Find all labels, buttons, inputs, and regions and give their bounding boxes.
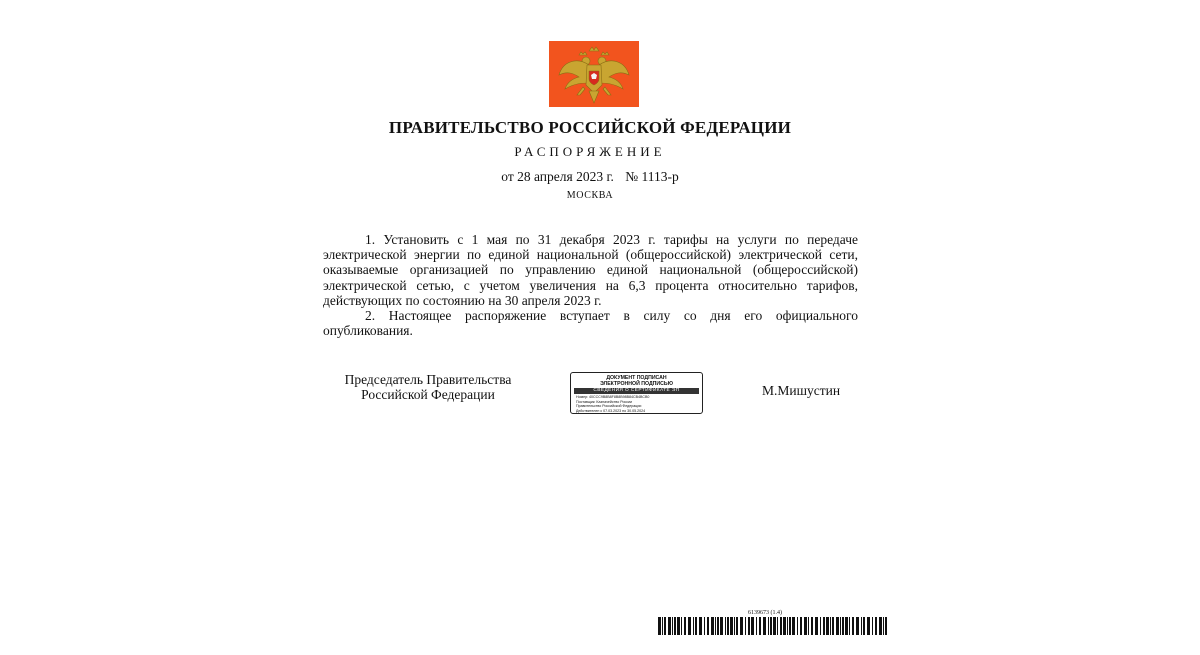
stamp-line-2: ЭЛЕКТРОННОЙ ПОДПИСЬЮ (600, 381, 673, 387)
barcode-bar (770, 617, 772, 635)
barcode-bar (681, 617, 682, 635)
barcode-bar (820, 617, 821, 635)
document-number: № 1113-р (625, 169, 679, 184)
barcode-bar (808, 617, 809, 635)
barcode-bar (768, 617, 769, 635)
barcode-bar (826, 617, 829, 635)
stamp-validity: Действителен с 07.03.2023 по 30.05.2024 (576, 408, 646, 413)
barcode-bar (668, 617, 671, 635)
signer-name: М.Мишустин (762, 383, 841, 398)
barcode-bar (842, 617, 844, 635)
barcode-bar (883, 617, 884, 635)
barcode-bar (815, 617, 818, 635)
barcode-bar (730, 617, 733, 635)
barcode-bar (734, 617, 735, 635)
document-date: от 28 апреля 2023 г. (501, 169, 614, 184)
electronic-signature-stamp (570, 372, 703, 414)
barcode-bar (777, 617, 778, 635)
barcode-bar (787, 617, 788, 635)
barcode-bar (797, 617, 798, 635)
barcode-bar (674, 617, 676, 635)
barcode-icon (658, 617, 890, 635)
barcode-bar (811, 617, 813, 635)
barcode-bar (711, 617, 714, 635)
paragraph-2: 2. Настоящее распоряжение вступает в силу со дня его официального опубликования. (323, 308, 858, 339)
barcode-bar (863, 617, 865, 635)
barcode-bar (695, 617, 697, 635)
document-body (323, 232, 858, 338)
barcode-bar (699, 617, 702, 635)
barcode-bar (789, 617, 791, 635)
barcode-bar (715, 617, 716, 635)
barcode-bar (751, 617, 754, 635)
barcode-bar (852, 617, 854, 635)
barcode-bar (717, 617, 719, 635)
barcode-bar (845, 617, 848, 635)
barcode-bar (800, 617, 802, 635)
stamp-header: СВЕДЕНИЯ О СЕРТИФИКАТЕ ЭП (574, 388, 699, 394)
barcode-bar (856, 617, 859, 635)
barcode-bar (773, 617, 776, 635)
stamp-issuer: Поставщик: Казначейство России (576, 399, 633, 404)
reference-code: 6139673 (1.4) (748, 610, 782, 616)
barcode-bar (658, 617, 661, 635)
barcode-bar (693, 617, 694, 635)
barcode-bar (792, 617, 795, 635)
barcode-bar (740, 617, 743, 635)
document-type: РАСПОРЯЖЕНИЕ (514, 144, 666, 159)
barcode-bar (849, 617, 850, 635)
signer-position-line-2: Российской Федерации (361, 387, 495, 402)
barcode-bar (875, 617, 877, 635)
document-date-number (0, 169, 1180, 185)
stamp-serial: Номер: 40CCC9B8B8F8B8B98B84CB4BCB0 (576, 395, 650, 399)
coat-of-arms-emblem (549, 41, 639, 107)
stamp-owner: Правительство Российской Федерации (576, 404, 642, 409)
barcode-bar (823, 617, 825, 635)
barcode-bar (662, 617, 663, 635)
signer-position-line-1: Председатель Правительства (344, 372, 512, 387)
barcode-bar (879, 617, 882, 635)
barcode-bar (688, 617, 691, 635)
barcode-bar (867, 617, 870, 635)
barcode-bar (763, 617, 766, 635)
barcode-bar (684, 617, 686, 635)
barcode-bar (727, 617, 729, 635)
barcode-bar (780, 617, 782, 635)
barcode-bar (707, 617, 709, 635)
barcode-bar (783, 617, 786, 635)
barcode-bar (840, 617, 841, 635)
organization-title: ПРАВИТЕЛЬСТВО РОССИЙСКОЙ ФЕДЕРАЦИИ (388, 118, 792, 137)
stamp-line-1: ДОКУМЕНТ ПОДПИСАН (606, 375, 667, 381)
barcode-bar (745, 617, 746, 635)
barcode-bar (736, 617, 738, 635)
paragraph-1: 1. Установить с 1 мая по 31 декабря 2023 г. тарифы на услуги по передаче электрической энергии по единой национальной (общероссийской) электрической сети, оказываемые организацией по управлению единой национальной (общероссийской) электрической сетью, с учетом увеличения на 6,3 процента относительно тарифов, действующих по состоянию на 30 апреля 2023 г. (323, 232, 858, 308)
coat-of-arms-icon (549, 41, 639, 107)
barcode-bar (830, 617, 831, 635)
barcode-bar (804, 617, 807, 635)
barcode-bar (725, 617, 726, 635)
barcode-bar (748, 617, 750, 635)
barcode-bar (832, 617, 834, 635)
barcode-bar (720, 617, 723, 635)
barcode-bar (704, 617, 705, 635)
barcode-bar (756, 617, 757, 635)
barcode-bar (664, 617, 666, 635)
barcode-bar (885, 617, 887, 635)
barcode-bar (672, 617, 673, 635)
document-place: МОСКВА (566, 190, 614, 201)
barcode-bar (677, 617, 680, 635)
barcode-bar (836, 617, 839, 635)
barcode-bar (861, 617, 862, 635)
barcode-bar (872, 617, 873, 635)
barcode-bar (759, 617, 761, 635)
signer-position (318, 372, 538, 402)
